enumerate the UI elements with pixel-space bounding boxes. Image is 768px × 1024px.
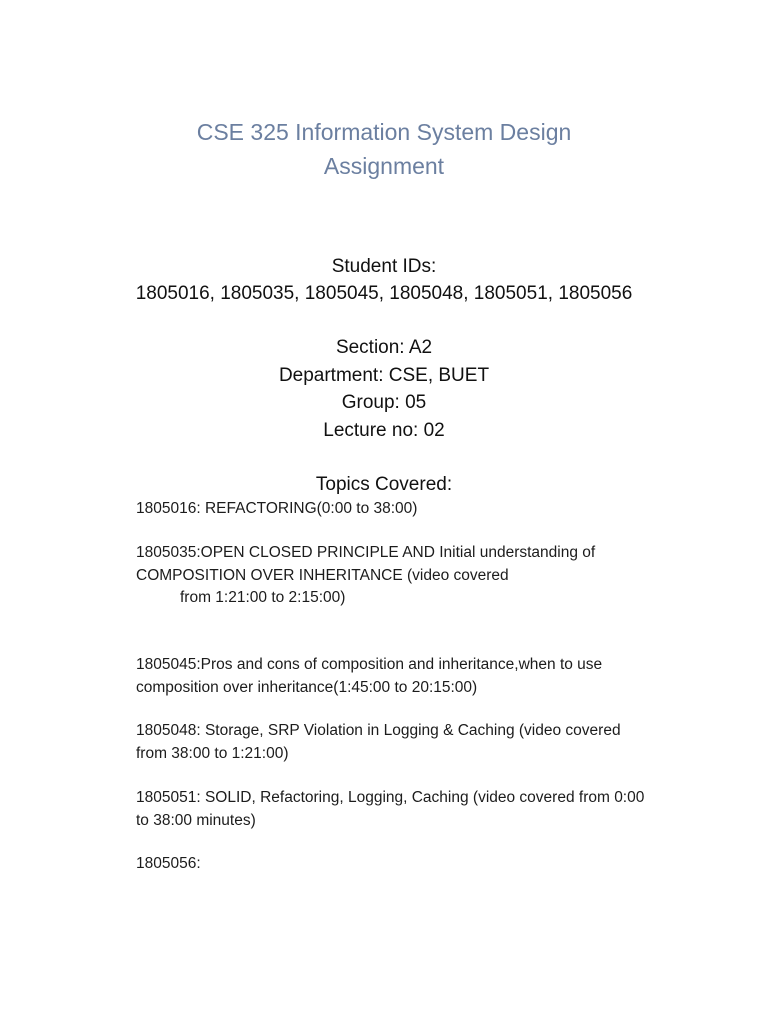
topic-line: 1805035:OPEN CLOSED PRINCIPLE AND Initial understanding of [136, 544, 596, 561]
topic-item [136, 654, 696, 699]
department-info: Department: CSE, BUET [278, 365, 490, 386]
document-title-line1: CSE 325 Information System Design [196, 119, 572, 145]
section-info: Section: A2 [335, 337, 433, 358]
lecture-info: Lecture no: 02 [323, 420, 445, 441]
topic-item [136, 853, 696, 876]
topic-item [136, 787, 696, 832]
topic-item [136, 720, 696, 765]
topic-line: from 1:21:00 to 2:15:00) [180, 589, 346, 606]
topic-line: COMPOSITION OVER INHERITANCE (video covered [136, 566, 509, 584]
topic-line: 1805056: [136, 855, 201, 872]
topic-line: 1805048: Storage, SRP Violation in Logging & Caching (video covered [136, 722, 621, 739]
topic-item [136, 542, 696, 610]
topics-heading: Topics Covered: [315, 474, 453, 495]
topic-line: to 38:00 minutes) [136, 811, 256, 829]
topic-line: from 38:00 to 1:21:00) [136, 744, 289, 762]
topic-line: 1805045:Pros and cons of composition and inheritance,when to use [136, 656, 603, 673]
topic-item [136, 498, 696, 521]
document-title-line2: Assignment [323, 153, 445, 179]
topic-line: 1805016: REFACTORING(0:00 to 38:00) [136, 500, 418, 517]
group-info: Group: 05 [341, 392, 427, 413]
student-ids-value: 1805016, 1805035, 1805045, 1805048, 1805051, 1805056 [135, 283, 633, 304]
topic-line: 1805051: SOLID, Refactoring, Logging, Caching (video covered from 0:00 [136, 789, 645, 806]
student-ids-label: Student IDs: [331, 256, 437, 277]
topic-line: composition over inheritance(1:45:00 to 20:15:00) [136, 678, 478, 696]
